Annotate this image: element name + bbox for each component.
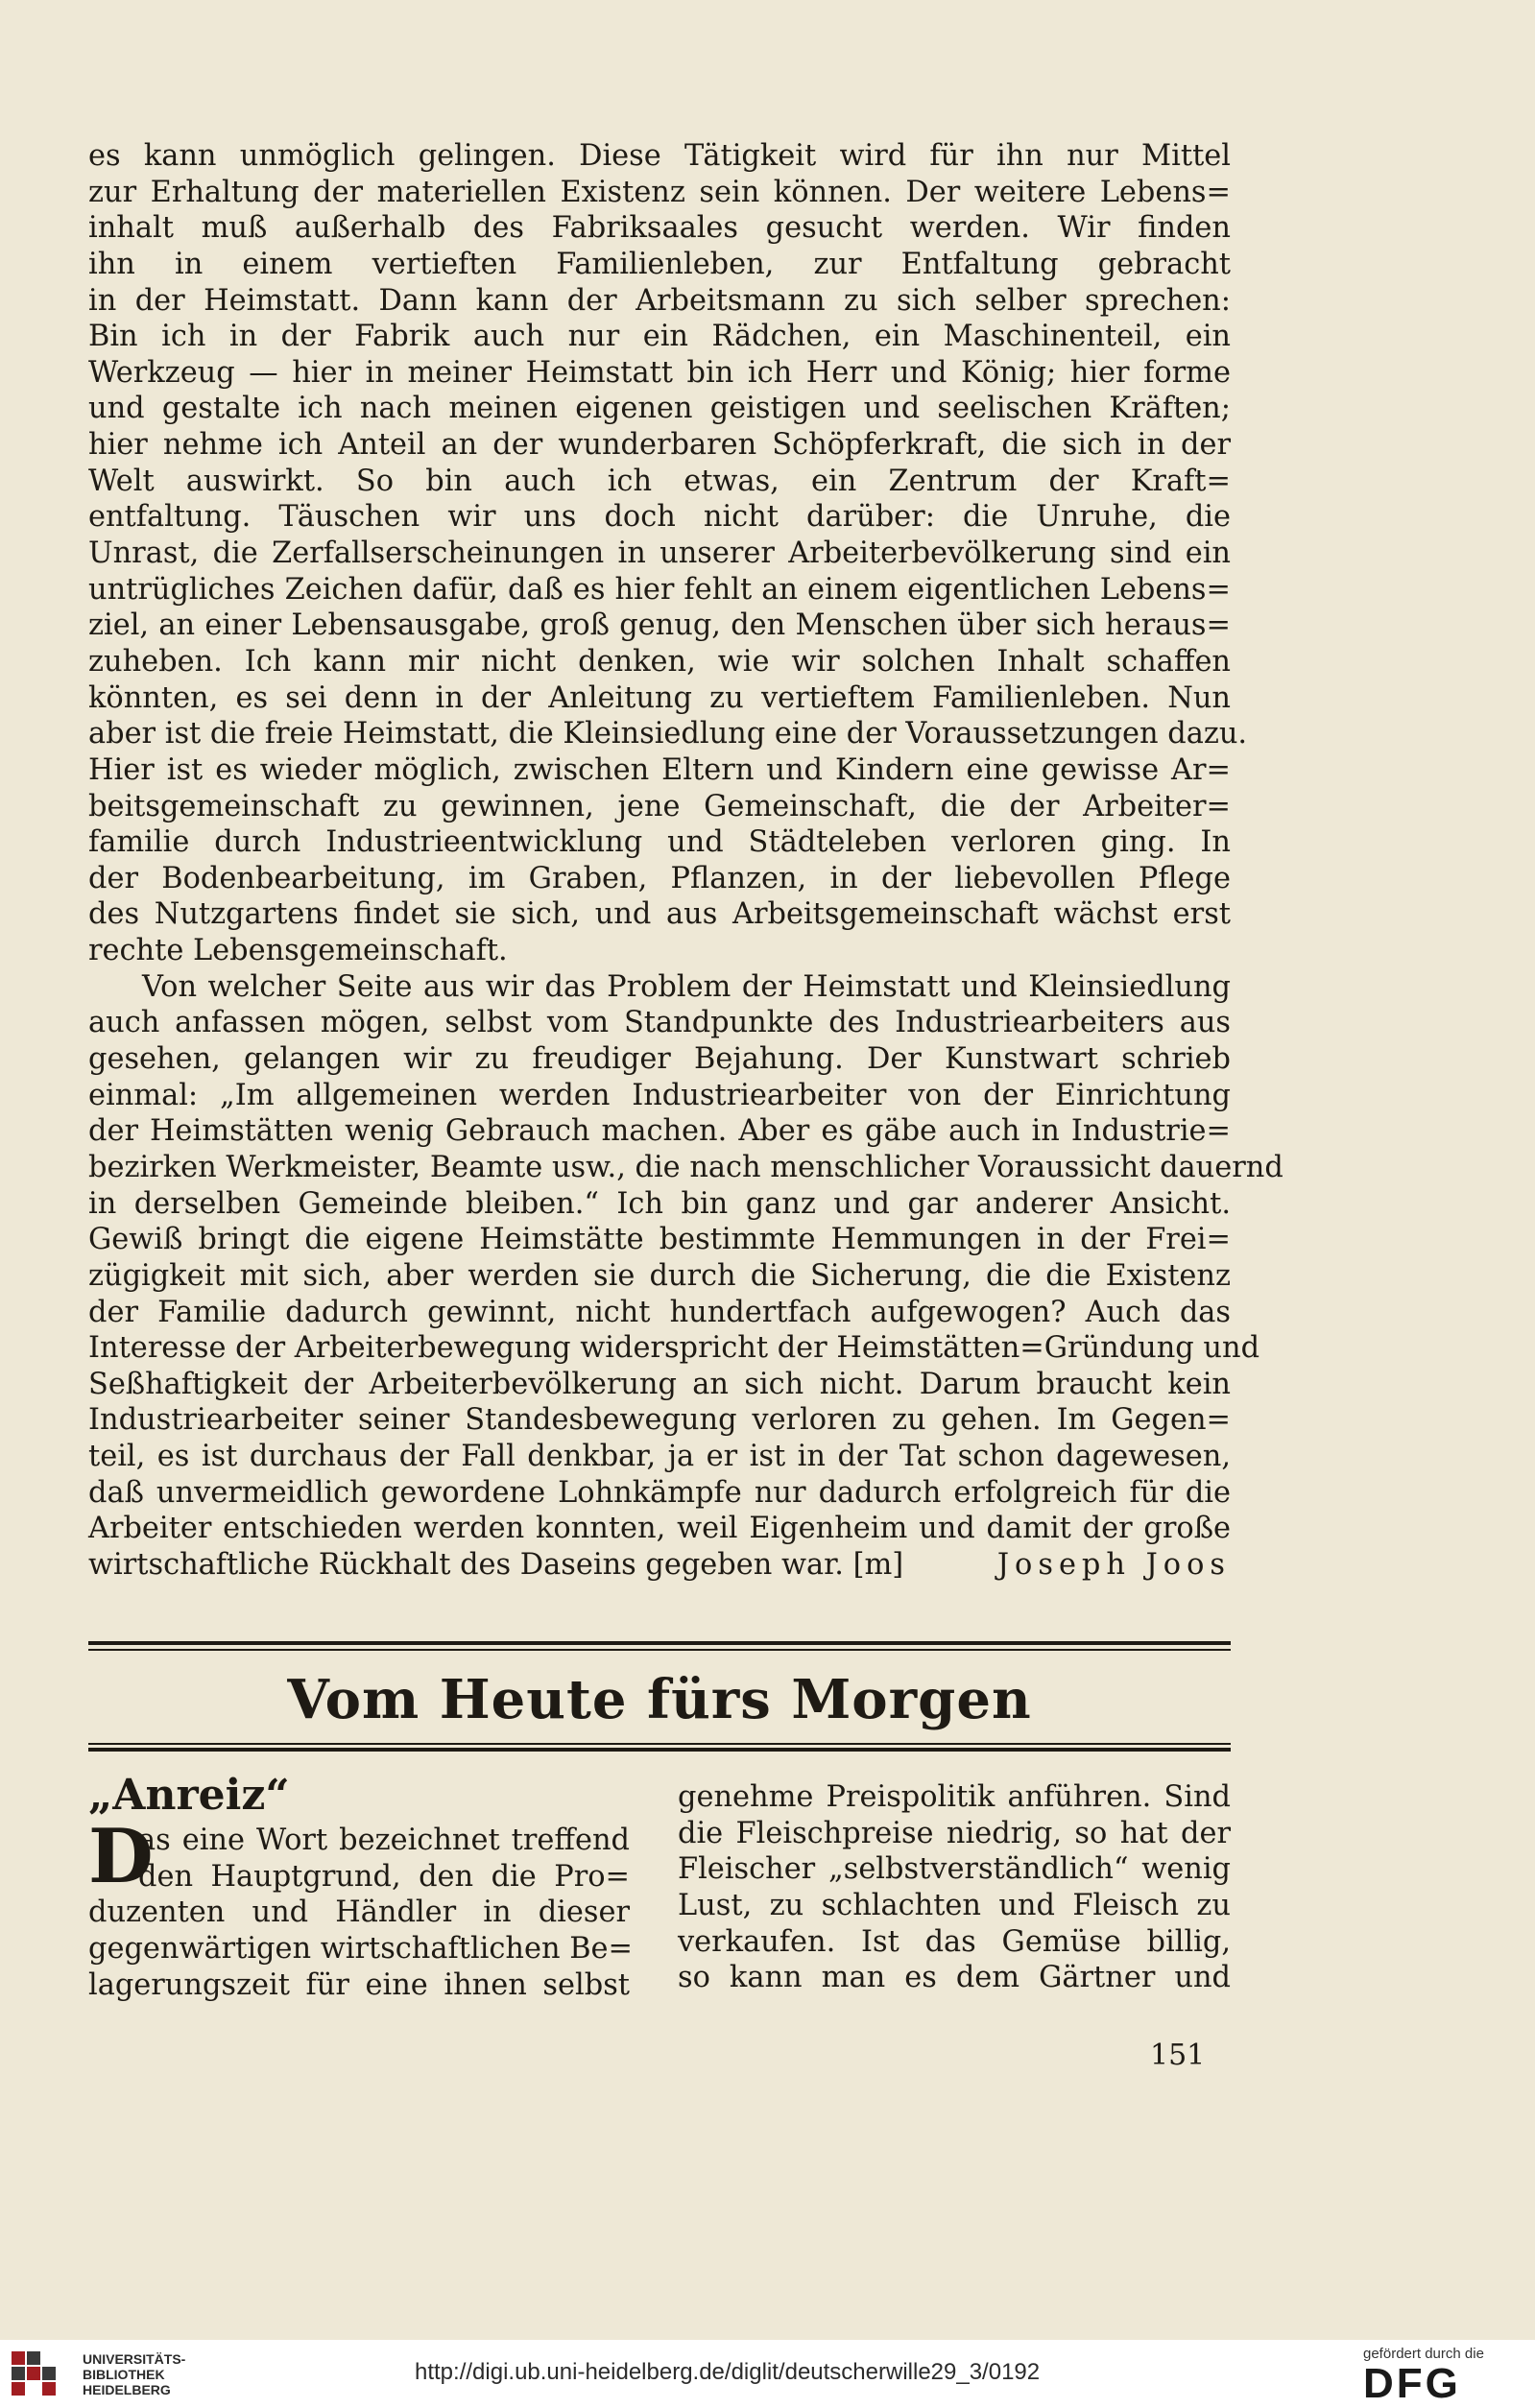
library-name-line: HEIDELBERG xyxy=(83,2382,171,2397)
body-text-line: wirtschaftliche Rückhalt des Daseins gegeben war. [m] xyxy=(88,1547,904,1582)
body-text-line: inhalt muß außerhalb des Fabriksaales gesucht werden. Wir finden xyxy=(88,211,1231,246)
footer-bar xyxy=(0,2340,1535,2408)
body-text-line: Seßhaftigkeit der Arbeiterbevölkerung an sich nicht. Darum braucht kein xyxy=(88,1367,1231,1401)
body-text-line: Werkzeug — hier in meiner Heimstatt bin ich Herr und König; hier forme xyxy=(88,355,1231,390)
body-text-line: Welt auswirkt. So bin auch ich etwas, ein Zentrum der Kraft= xyxy=(88,464,1231,498)
body-text-line: entfaltung. Täuschen wir uns doch nicht darüber: die Unruhe, die xyxy=(88,500,1231,535)
body-text-line: auch anfassen mögen, selbst vom Standpunkte des Industriearbeiters aus xyxy=(88,1006,1231,1040)
body-text-line: des Nutzgartens findet sie sich, und aus Arbeitsgemeinschaft wächst erst xyxy=(88,897,1231,932)
body-text-line: könnten, es sei denn in der Anleitung zu vertieftem Familienleben. Nun xyxy=(88,680,1231,715)
body-text-line: der Bodenbearbeitung, im Graben, Pflanzen, in der liebevollen Pflege xyxy=(88,861,1231,895)
signature-row xyxy=(88,1547,1231,1584)
heading-rule-bottom-thin xyxy=(88,1743,1231,1745)
library-logo-icon xyxy=(10,2349,69,2399)
body-text-line: hier nehme ich Anteil an der wunderbaren Schöpferkraft, die sich in der xyxy=(88,428,1231,463)
source-url-link[interactable]: http://digi.ub.uni-heidelberg.de/diglit/deutscherwille29_3/0192 xyxy=(415,2359,1041,2385)
heading-rule-top-thin xyxy=(88,1649,1231,1651)
body-text-line: ihn in einem vertieften Familienleben, zur Entfaltung gebracht xyxy=(88,247,1231,281)
body-text-line: teil, es ist durchaus der Fall denkbar, ja er ist in der Tat schon dagewesen, xyxy=(88,1440,1231,1474)
article-right-line: genehme Preispolitik anführen. Sind xyxy=(678,1780,1231,1814)
main-text-block xyxy=(88,138,1283,1584)
article-right-line: Lust, zu schlachten und Fleisch zu xyxy=(678,1888,1231,1922)
body-text-line: Hier ist es wieder möglich, zwischen Eltern und Kindern eine gewisse Ar= xyxy=(88,752,1231,787)
funding-note: gefördert durch die xyxy=(1363,2346,1484,2362)
body-text-line: Von welcher Seite aus wir das Problem der Heimstatt und Kleinsiedlung xyxy=(142,969,1231,1004)
body-text-line: ziel, an einer Lebensausgabe, groß genug, den Menschen über sich heraus= xyxy=(88,608,1231,643)
body-text-line: rechte Lebensgemeinschaft. xyxy=(88,934,508,968)
article-left-line: duzenten und Händler in dieser xyxy=(88,1895,630,1930)
article-left-line: den Hauptgrund, den die Pro= xyxy=(138,1859,630,1894)
body-text-line: zügigkeit mit sich, aber werden sie durch die Sicherung, die die Existenz xyxy=(88,1258,1231,1293)
article-left-line: gegenwärtigen wirtschaftlichen Be= xyxy=(88,1931,633,1966)
article-intro xyxy=(88,1813,633,2003)
body-text-line: in der Heimstatt. Dann kann der Arbeitsmann zu sich selber sprechen: xyxy=(88,283,1231,318)
library-name xyxy=(83,2351,185,2397)
body-text-line: in derselben Gemeinde bleiben.“ Ich bin ganz und gar anderer Ansicht. xyxy=(88,1186,1231,1221)
body-text-line: Bin ich in der Fabrik auch nur ein Rädchen, ein Maschinenteil, ein xyxy=(88,320,1231,354)
article-right-line: so kann man es dem Gärtner und xyxy=(678,1961,1231,1995)
body-text-line: familie durch Industrieentwicklung und Städteleben verloren ging. In xyxy=(88,825,1231,860)
library-name-line: BIBLIOTHEK xyxy=(83,2367,165,2382)
body-text-line: zuheben. Ich kann mir nicht denken, wie wir solchen Inhalt schaffen xyxy=(88,644,1231,679)
author-signature: Joseph Joos xyxy=(996,1547,1231,1582)
body-text-line: Industriearbeiter seiner Standesbewegung verloren zu gehen. Im Gegen= xyxy=(88,1403,1231,1438)
drop-cap: D xyxy=(88,1813,154,1900)
section-heading: Vom Heute fürs Morgen xyxy=(287,1668,1032,1731)
body-text-line: es kann unmöglich gelingen. Diese Tätigkeit wird für ihn nur Mittel xyxy=(88,139,1231,173)
body-text-line: bezirken Werkmeister, Beamte usw., die nach menschlicher Voraussicht dauernd xyxy=(88,1150,1283,1184)
body-text-line: Arbeiter entschieden werden konnten, weil Eigenheim und damit der große xyxy=(88,1512,1231,1546)
article-left-line: as eine Wort bezeichnet treffend xyxy=(138,1824,630,1857)
body-text-line: Gewiß bringt die eigene Heimstätte bestimmte Hemmungen in der Frei= xyxy=(88,1223,1231,1257)
body-text-line: zur Erhaltung der materiellen Existenz sein können. Der weitere Lebens= xyxy=(88,175,1231,209)
body-text-line: der Heimstätten wenig Gebrauch machen. Aber es gäbe auch in Industrie= xyxy=(88,1114,1231,1149)
dfg-logo: DFG xyxy=(1363,2360,1461,2407)
body-text-line: einmal: „Im allgemeinen werden Industriearbeiter von der Einrichtung xyxy=(88,1078,1231,1112)
article-left-line: lagerungszeit für eine ihnen selbst xyxy=(88,1967,630,2002)
body-text-line: aber ist die freie Heimstatt, die Kleinsiedlung eine der Voraussetzungen dazu. xyxy=(88,717,1248,751)
body-text-line: und gestalte ich nach meinen eigenen geistigen und seelischen Kräften; xyxy=(88,392,1231,426)
article-right-line: Fleischer „selbstverständlich“ wenig xyxy=(678,1852,1231,1887)
body-text-line: untrügliches Zeichen dafür, daß es hier fehlt an einem eigentlichen Lebens= xyxy=(88,572,1231,607)
body-text-line: beitsgemeinschaft zu gewinnen, jene Gemeinschaft, die der Arbeiter= xyxy=(88,789,1231,823)
page-number: 151 xyxy=(1150,2038,1206,2072)
body-text-line: der Familie dadurch gewinnt, nicht hundertfach aufgewogen? Auch das xyxy=(88,1295,1231,1329)
body-text-line: gesehen, gelangen wir zu freudiger Bejahung. Der Kunstwart schrieb xyxy=(88,1042,1231,1077)
article-right-line: die Fleischpreise niedrig, so hat der xyxy=(678,1816,1231,1850)
library-name-line: UNIVERSITÄTS- xyxy=(83,2351,186,2367)
body-text-line: daß unvermeidlich gewordene Lohnkämpfe nur dadurch erfolgreich für die xyxy=(88,1475,1231,1510)
heading-rule-bottom-thick xyxy=(88,1748,1231,1752)
article-right-line: verkaufen. Ist das Gemüse billig, xyxy=(678,1924,1231,1959)
body-text-line: Interesse der Arbeiterbewegung widerspricht der Heimstätten=Gründung und xyxy=(88,1331,1260,1366)
article-left-column xyxy=(88,1769,633,2003)
body-text-line: Unrast, die Zerfallserscheinungen in unserer Arbeiterbevölkerung sind ein xyxy=(88,536,1231,571)
article-right-column xyxy=(678,1779,1231,1996)
heading-rule-top-thick xyxy=(88,1641,1231,1645)
article-title: „Anreiz“ xyxy=(88,1771,290,1820)
